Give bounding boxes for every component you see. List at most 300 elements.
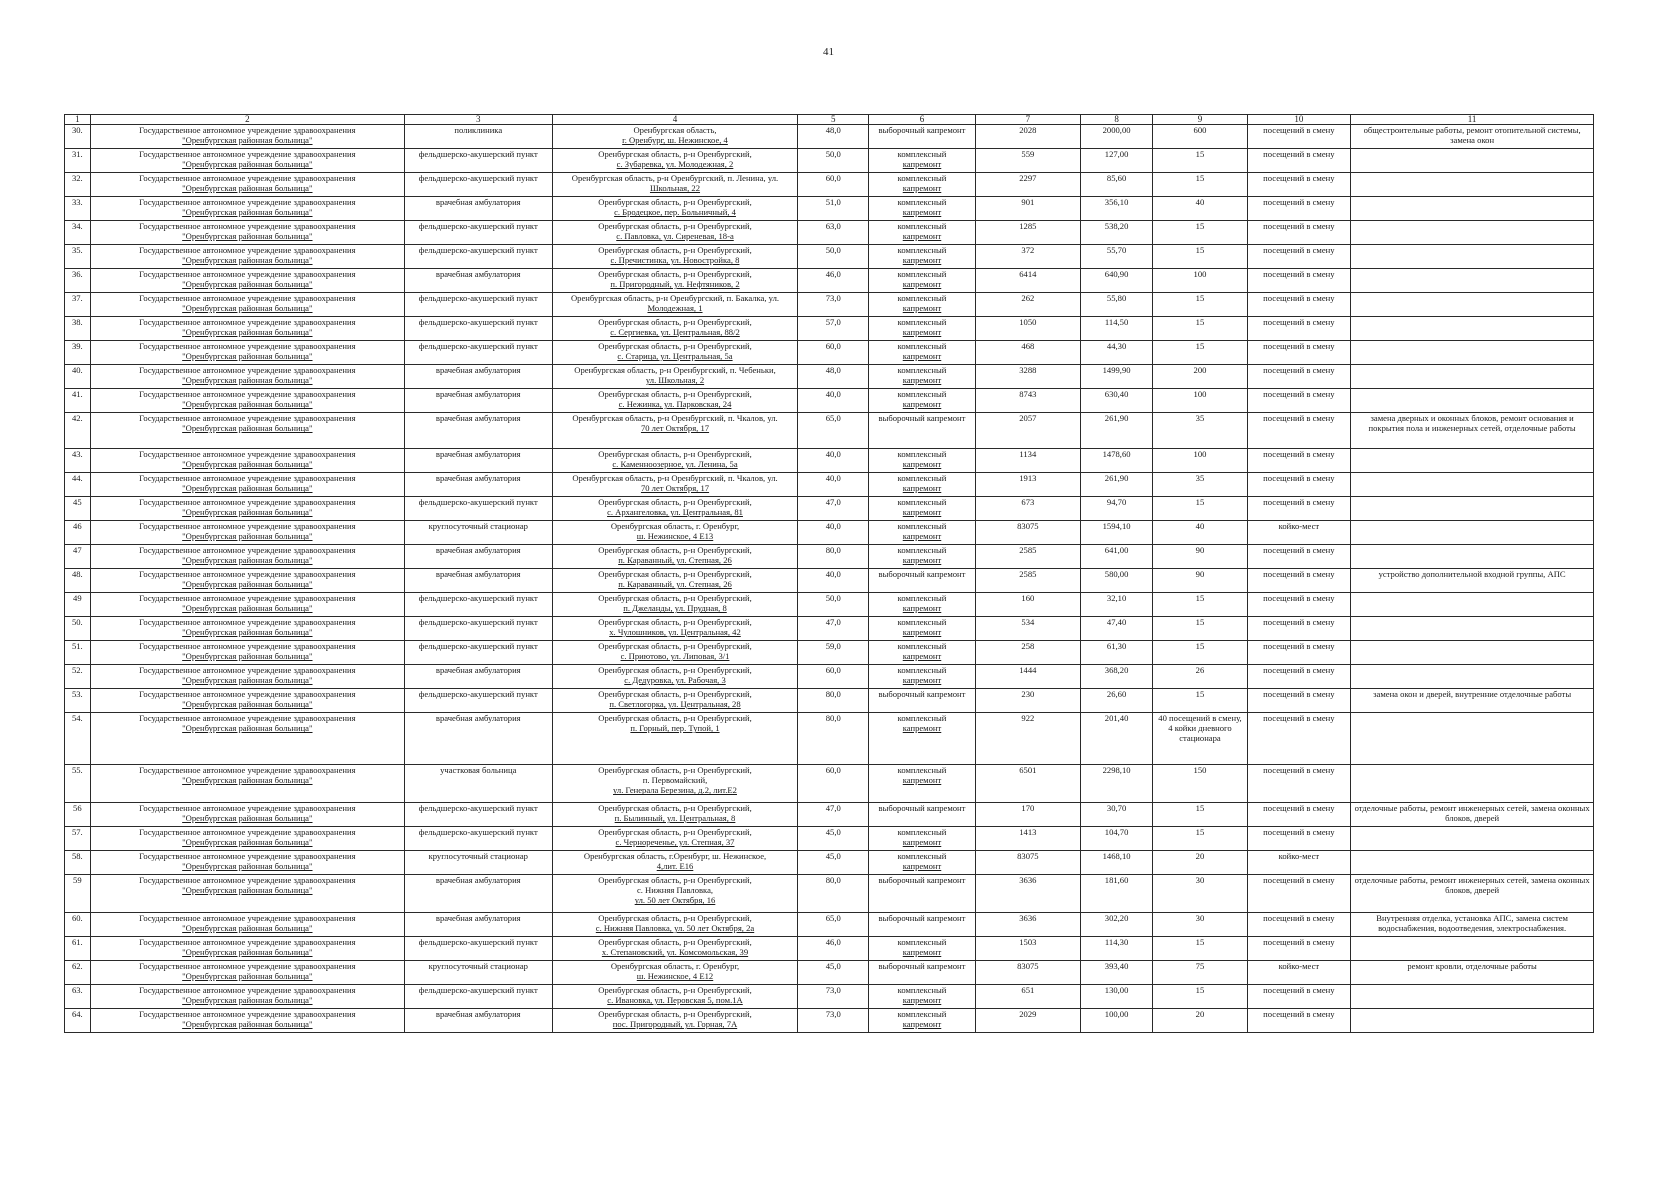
area-value: 48,0 — [798, 365, 869, 389]
repair-type-cell — [869, 389, 976, 413]
repair-type: комплексный — [897, 641, 947, 651]
organization-cell — [90, 365, 404, 389]
capacity-value: 20 — [1153, 1009, 1247, 1033]
organization-cell — [90, 293, 404, 317]
capacity-value: 30 — [1153, 913, 1247, 937]
organization-name: Государственное автономное учреждение здравоохранения — [139, 365, 356, 375]
organization-hospital: "Оренбургская районная больница" — [182, 279, 313, 290]
capacity-value: 35 — [1153, 473, 1247, 497]
organization-hospital: "Оренбургская районная больница" — [182, 255, 313, 266]
address-line: с. Дедуровка, ул. Рабочая, 3 — [624, 675, 726, 686]
address-line: Оренбургская область, р-н Оренбургский, п. Чкалов, ул. — [572, 473, 778, 483]
address-line: Оренбургская область, р-н Оренбургский, — [598, 665, 752, 675]
repair-type-cell — [869, 245, 976, 269]
table-row — [65, 569, 1594, 593]
address-line: Оренбургская область, р-н Оренбургский, — [598, 245, 752, 255]
repair-type: капремонт — [902, 1019, 942, 1030]
works-description — [1351, 269, 1594, 293]
cost-value: 1594,10 — [1080, 521, 1153, 545]
organization-cell — [90, 765, 404, 803]
capacity-unit: посещений в смену — [1247, 317, 1351, 341]
capacity-value: 90 — [1153, 569, 1247, 593]
header-cell: 3 — [405, 115, 553, 125]
area-value: 47,0 — [798, 617, 869, 641]
organization-name: Государственное автономное учреждение здравоохранения — [139, 961, 356, 971]
address-cell — [552, 389, 798, 413]
row-number: 31. — [65, 149, 91, 173]
works-description — [1351, 149, 1594, 173]
organization-name: Государственное автономное учреждение здравоохранения — [139, 389, 356, 399]
repair-type-cell — [869, 765, 976, 803]
capacity-unit: посещений в смену — [1247, 593, 1351, 617]
address-line: ш. Нежинское, 4 Е12 — [636, 971, 714, 982]
capacity-value: 26 — [1153, 665, 1247, 689]
repair-type-cell — [869, 985, 976, 1009]
works-description — [1351, 497, 1594, 521]
address-cell — [552, 689, 798, 713]
capacity-value: 15 — [1153, 803, 1247, 827]
area-value: 45,0 — [798, 827, 869, 851]
capacity-value: 15 — [1153, 293, 1247, 317]
facility-type: фельдшерско-акушерский пункт — [405, 827, 553, 851]
area-value: 51,0 — [798, 197, 869, 221]
repair-type: комплексный — [897, 317, 947, 327]
cost-value: 55,80 — [1080, 293, 1153, 317]
works-description — [1351, 985, 1594, 1009]
address-cell — [552, 125, 798, 149]
works-description — [1351, 545, 1594, 569]
organization-hospital: "Оренбургская районная больница" — [182, 651, 313, 662]
facility-type: круглосуточный стационар — [405, 851, 553, 875]
repair-type: капремонт — [902, 861, 942, 872]
repair-type: выборочный капремонт — [878, 961, 966, 971]
capacity-unit: посещений в смену — [1247, 765, 1351, 803]
capacity-unit: посещений в смену — [1247, 689, 1351, 713]
population-value: 372 — [975, 245, 1080, 269]
repair-type: капремонт — [902, 651, 942, 662]
area-value: 45,0 — [798, 851, 869, 875]
organization-hospital: "Оренбургская районная больница" — [182, 603, 313, 614]
organization-hospital: "Оренбургская районная больница" — [182, 507, 313, 518]
table-row — [65, 665, 1594, 689]
capacity-value: 15 — [1153, 641, 1247, 665]
repair-type-cell — [869, 413, 976, 449]
address-line: Оренбургская область, р-н Оренбургский, — [598, 641, 752, 651]
organization-hospital: "Оренбургская районная больница" — [182, 775, 313, 786]
address-line: с. Зубаревка, ул. Молодежная, 2 — [616, 159, 734, 170]
capacity-value: 75 — [1153, 961, 1247, 985]
repair-type-cell — [869, 473, 976, 497]
row-number: 42. — [65, 413, 91, 449]
organization-hospital: "Оренбургская районная больница" — [182, 135, 313, 146]
repair-type-cell — [869, 545, 976, 569]
address-line: п. Караванный, ул. Степная, 26 — [618, 579, 732, 590]
repair-type: комплексный — [897, 449, 947, 459]
row-number: 36. — [65, 269, 91, 293]
repair-type: капремонт — [902, 303, 942, 314]
capacity-value: 40 — [1153, 521, 1247, 545]
organization-name: Государственное автономное учреждение здравоохранения — [139, 985, 356, 995]
capacity-value: 15 — [1153, 985, 1247, 1009]
facility-type: фельдшерско-акушерский пункт — [405, 497, 553, 521]
organization-cell — [90, 803, 404, 827]
organization-hospital: "Оренбургская районная больница" — [182, 579, 313, 590]
organization-cell — [90, 875, 404, 913]
facility-type: фельдшерско-акушерский пункт — [405, 149, 553, 173]
organization-name: Государственное автономное учреждение здравоохранения — [139, 851, 356, 861]
organization-name: Государственное автономное учреждение здравоохранения — [139, 149, 356, 159]
address-cell — [552, 245, 798, 269]
header-cell: 6 — [869, 115, 976, 125]
organization-name: Государственное автономное учреждение здравоохранения — [139, 827, 356, 837]
population-value: 2585 — [975, 545, 1080, 569]
repair-type-cell — [869, 713, 976, 765]
area-value: 45,0 — [798, 961, 869, 985]
address-line: Оренбургская область, р-н Оренбургский, — [598, 937, 752, 947]
address-line: Оренбургская область, р-н Оренбургский, — [598, 449, 752, 459]
facility-type: фельдшерско-акушерский пункт — [405, 293, 553, 317]
capacity-value: 15 — [1153, 341, 1247, 365]
organization-cell — [90, 389, 404, 413]
area-value: 46,0 — [798, 269, 869, 293]
capacity-unit: койко-мест — [1247, 521, 1351, 545]
address-line: 70 лет Октября, 17 — [640, 483, 710, 494]
row-number: 61. — [65, 937, 91, 961]
cost-value: 85,60 — [1080, 173, 1153, 197]
organization-hospital: "Оренбургская районная больница" — [182, 723, 313, 734]
organization-cell — [90, 545, 404, 569]
row-number: 30. — [65, 125, 91, 149]
address-line: п. Караванный, ул. Степная, 26 — [618, 555, 732, 566]
works-description — [1351, 449, 1594, 473]
organization-name: Государственное автономное учреждение здравоохранения — [139, 449, 356, 459]
organization-cell — [90, 197, 404, 221]
organization-hospital: "Оренбургская районная больница" — [182, 303, 313, 314]
repair-type-cell — [869, 497, 976, 521]
facility-type: врачебная амбулатория — [405, 197, 553, 221]
table-row — [65, 221, 1594, 245]
organization-name: Государственное автономное учреждение здравоохранения — [139, 221, 356, 231]
repair-type: капремонт — [902, 399, 942, 410]
organization-name: Государственное автономное учреждение здравоохранения — [139, 765, 356, 775]
address-line: г. Оренбург, ш. Нежинское, 4 — [622, 135, 728, 146]
capacity-value: 40 — [1153, 197, 1247, 221]
repair-type-cell — [869, 593, 976, 617]
works-description — [1351, 341, 1594, 365]
population-value: 3288 — [975, 365, 1080, 389]
table-row — [65, 913, 1594, 937]
address-line: Оренбургская область, р-н Оренбургский, — [598, 197, 752, 207]
address-cell — [552, 913, 798, 937]
address-line: с. Сергиевка, ул. Центральная, 88/2 — [610, 327, 740, 338]
table-row — [65, 937, 1594, 961]
repair-type-cell — [869, 913, 976, 937]
cost-value: 302,20 — [1080, 913, 1153, 937]
area-value: 46,0 — [798, 937, 869, 961]
address-cell — [552, 269, 798, 293]
facility-type: врачебная амбулатория — [405, 473, 553, 497]
row-number: 35. — [65, 245, 91, 269]
area-value: 73,0 — [798, 1009, 869, 1033]
organization-cell — [90, 173, 404, 197]
address-cell — [552, 293, 798, 317]
row-number: 55. — [65, 765, 91, 803]
cost-value: 1468,10 — [1080, 851, 1153, 875]
organization-hospital: "Оренбургская районная больница" — [182, 531, 313, 542]
table-row — [65, 985, 1594, 1009]
address-line: Оренбургская область, р-н Оренбургский, — [598, 269, 752, 279]
address-line: Оренбургская область, р-н Оренбургский, — [598, 765, 752, 775]
works-description — [1351, 665, 1594, 689]
facility-type: фельдшерско-акушерский пункт — [405, 245, 553, 269]
table-row — [65, 593, 1594, 617]
repair-type: капремонт — [902, 351, 942, 362]
population-value: 1134 — [975, 449, 1080, 473]
repair-type: комплексный — [897, 365, 947, 375]
cost-value: 580,00 — [1080, 569, 1153, 593]
cost-value: 538,20 — [1080, 221, 1153, 245]
repair-type-cell — [869, 341, 976, 365]
address-line: с. Нижняя Павловка, — [636, 885, 714, 896]
facility-type: участковая больница — [405, 765, 553, 803]
capacity-unit: посещений в смену — [1247, 827, 1351, 851]
area-value: 65,0 — [798, 413, 869, 449]
population-value: 6414 — [975, 269, 1080, 293]
area-value: 40,0 — [798, 473, 869, 497]
population-value: 651 — [975, 985, 1080, 1009]
repair-type: комплексный — [897, 827, 947, 837]
facility-type: фельдшерско-акушерский пункт — [405, 593, 553, 617]
capacity-value: 15 — [1153, 317, 1247, 341]
population-value: 83075 — [975, 521, 1080, 545]
repair-type-cell — [869, 149, 976, 173]
address-line: ул. Генерала Березина, д.2, лит.Е2 — [613, 785, 737, 796]
population-value: 170 — [975, 803, 1080, 827]
repair-type: комплексный — [897, 149, 947, 159]
repair-type: капремонт — [902, 627, 942, 638]
facility-type: фельдшерско-акушерский пункт — [405, 689, 553, 713]
facility-type: врачебная амбулатория — [405, 413, 553, 449]
capacity-unit: посещений в смену — [1247, 221, 1351, 245]
facility-type: врачебная амбулатория — [405, 875, 553, 913]
works-description: отделочные работы, ремонт инженерных сетей, замена оконных блоков, дверей — [1351, 803, 1594, 827]
cost-value: 393,40 — [1080, 961, 1153, 985]
capacity-value: 15 — [1153, 497, 1247, 521]
organization-name: Государственное автономное учреждение здравоохранения — [139, 497, 356, 507]
area-value: 80,0 — [798, 713, 869, 765]
repair-type-cell — [869, 317, 976, 341]
address-cell — [552, 449, 798, 473]
area-value: 80,0 — [798, 689, 869, 713]
works-description — [1351, 197, 1594, 221]
facility-type: поликлиника — [405, 125, 553, 149]
cost-value: 30,70 — [1080, 803, 1153, 827]
capacity-value: 15 — [1153, 617, 1247, 641]
capacity-unit: посещений в смену — [1247, 713, 1351, 765]
table-row — [65, 497, 1594, 521]
row-number: 59 — [65, 875, 91, 913]
works-description — [1351, 293, 1594, 317]
organization-name: Государственное автономное учреждение здравоохранения — [139, 545, 356, 555]
organization-cell — [90, 149, 404, 173]
area-value: 63,0 — [798, 221, 869, 245]
table-row — [65, 827, 1594, 851]
cost-value: 640,90 — [1080, 269, 1153, 293]
cost-value: 47,40 — [1080, 617, 1153, 641]
row-number: 48. — [65, 569, 91, 593]
repair-type-cell — [869, 269, 976, 293]
repair-type: комплексный — [897, 851, 947, 861]
row-number: 58. — [65, 851, 91, 875]
address-line: Оренбургская область, р-н Оренбургский, п. Ленина, ул. — [571, 173, 779, 183]
repair-type: комплексный — [897, 545, 947, 555]
works-description — [1351, 765, 1594, 803]
area-value: 60,0 — [798, 765, 869, 803]
cost-value: 44,30 — [1080, 341, 1153, 365]
row-number: 52. — [65, 665, 91, 689]
address-cell — [552, 221, 798, 245]
repair-type: капремонт — [902, 775, 942, 786]
table-row — [65, 1009, 1594, 1033]
works-description — [1351, 521, 1594, 545]
table-row — [65, 617, 1594, 641]
address-line: с. Бродецкое, пер. Больничный, 4 — [614, 207, 736, 218]
facility-type: врачебная амбулатория — [405, 269, 553, 293]
organization-name: Государственное автономное учреждение здравоохранения — [139, 341, 356, 351]
area-value: 60,0 — [798, 341, 869, 365]
capacity-unit: посещений в смену — [1247, 293, 1351, 317]
capacity-unit: посещений в смену — [1247, 389, 1351, 413]
table-row — [65, 389, 1594, 413]
repair-type: комплексный — [897, 473, 947, 483]
cost-value: 181,60 — [1080, 875, 1153, 913]
header-row — [65, 115, 1594, 125]
organization-cell — [90, 125, 404, 149]
cost-value: 356,10 — [1080, 197, 1153, 221]
capacity-value: 40 посещений в смену, 4 койки дневного стационара — [1153, 713, 1247, 765]
capacity-value: 15 — [1153, 937, 1247, 961]
population-value: 673 — [975, 497, 1080, 521]
cost-value: 1499,90 — [1080, 365, 1153, 389]
address-cell — [552, 521, 798, 545]
capacity-value: 200 — [1153, 365, 1247, 389]
repair-type: капремонт — [902, 183, 942, 194]
table-row — [65, 641, 1594, 665]
capacity-unit: посещений в смену — [1247, 341, 1351, 365]
header-cell: 5 — [798, 115, 869, 125]
address-line: с. Каменноозерное, ул. Ленина, 5а — [612, 459, 738, 470]
address-line: Оренбургская область, р-н Оренбургский, — [598, 803, 752, 813]
row-number: 47 — [65, 545, 91, 569]
area-value: 73,0 — [798, 293, 869, 317]
organization-hospital: "Оренбургская районная больница" — [182, 327, 313, 338]
organization-cell — [90, 317, 404, 341]
organization-name: Государственное автономное учреждение здравоохранения — [139, 317, 356, 327]
table-row — [65, 765, 1594, 803]
address-line: Оренбургская область, р-н Оренбургский, — [598, 221, 752, 231]
capacity-unit: посещений в смену — [1247, 473, 1351, 497]
row-number: 39. — [65, 341, 91, 365]
repair-type: выборочный капремонт — [878, 913, 966, 923]
area-value: 57,0 — [798, 317, 869, 341]
organization-name: Государственное автономное учреждение здравоохранения — [139, 913, 356, 923]
organization-cell — [90, 665, 404, 689]
capacity-unit: посещений в смену — [1247, 365, 1351, 389]
organization-cell — [90, 413, 404, 449]
repair-type: капремонт — [902, 555, 942, 566]
cost-value: 2000,00 — [1080, 125, 1153, 149]
works-description: устройство дополнительной входной группы, АПС — [1351, 569, 1594, 593]
header-cell: 7 — [975, 115, 1080, 125]
address-line: Оренбургская область, р-н Оренбургский, — [598, 545, 752, 555]
repair-type: капремонт — [902, 279, 942, 290]
address-cell — [552, 985, 798, 1009]
address-line: Оренбургская область, р-н Оренбургский, — [598, 569, 752, 579]
repair-type: комплексный — [897, 713, 947, 723]
repair-type: капремонт — [902, 531, 942, 542]
address-cell — [552, 875, 798, 913]
population-value: 262 — [975, 293, 1080, 317]
facility-type: фельдшерско-акушерский пункт — [405, 317, 553, 341]
header-cell: 4 — [552, 115, 798, 125]
organization-name: Государственное автономное учреждение здравоохранения — [139, 665, 356, 675]
capacity-unit: посещений в смену — [1247, 197, 1351, 221]
facility-type: фельдшерско-акушерский пункт — [405, 617, 553, 641]
address-line: п. Пригородный, ул. Нефтяников, 2 — [610, 279, 740, 290]
facility-type: врачебная амбулатория — [405, 389, 553, 413]
area-value: 65,0 — [798, 913, 869, 937]
cost-value: 61,30 — [1080, 641, 1153, 665]
row-number: 49 — [65, 593, 91, 617]
address-cell — [552, 713, 798, 765]
repair-type-cell — [869, 521, 976, 545]
area-value: 40,0 — [798, 569, 869, 593]
capacity-value: 35 — [1153, 413, 1247, 449]
organization-name: Государственное автономное учреждение здравоохранения — [139, 197, 356, 207]
address-cell — [552, 341, 798, 365]
address-cell — [552, 365, 798, 389]
header-cell: 11 — [1351, 115, 1594, 125]
organization-hospital: "Оренбургская районная больница" — [182, 483, 313, 494]
works-description — [1351, 713, 1594, 765]
cost-value: 32,10 — [1080, 593, 1153, 617]
organization-cell — [90, 689, 404, 713]
repair-type: комплексный — [897, 341, 947, 351]
organization-hospital: "Оренбургская районная больница" — [182, 231, 313, 242]
address-line: Оренбургская область, р-н Оренбургский, — [598, 149, 752, 159]
organization-hospital: "Оренбургская районная больница" — [182, 159, 313, 170]
repair-type-cell — [869, 961, 976, 985]
address-line: Оренбургская область, г. Оренбург, — [610, 961, 740, 971]
capacity-value: 15 — [1153, 173, 1247, 197]
repair-type-cell — [869, 875, 976, 913]
row-number: 53. — [65, 689, 91, 713]
capacity-unit: посещений в смену — [1247, 245, 1351, 269]
address-line: с. Пречистинка, ул. Новостройка, 8 — [610, 255, 740, 266]
address-line: с. Павловка, ул. Сиреневая, 18-а — [616, 231, 734, 242]
facility-type: фельдшерско-акушерский пункт — [405, 341, 553, 365]
repair-type: комплексный — [897, 937, 947, 947]
facility-type: фельдшерско-акушерский пункт — [405, 221, 553, 245]
cost-value: 261,90 — [1080, 473, 1153, 497]
table-row — [65, 269, 1594, 293]
row-number: 43. — [65, 449, 91, 473]
facility-type: врачебная амбулатория — [405, 1009, 553, 1033]
organization-hospital: "Оренбургская районная больница" — [182, 423, 313, 434]
address-line: Оренбургская область, р-н Оренбургский, — [598, 985, 752, 995]
cost-value: 201,40 — [1080, 713, 1153, 765]
table-row — [65, 875, 1594, 913]
